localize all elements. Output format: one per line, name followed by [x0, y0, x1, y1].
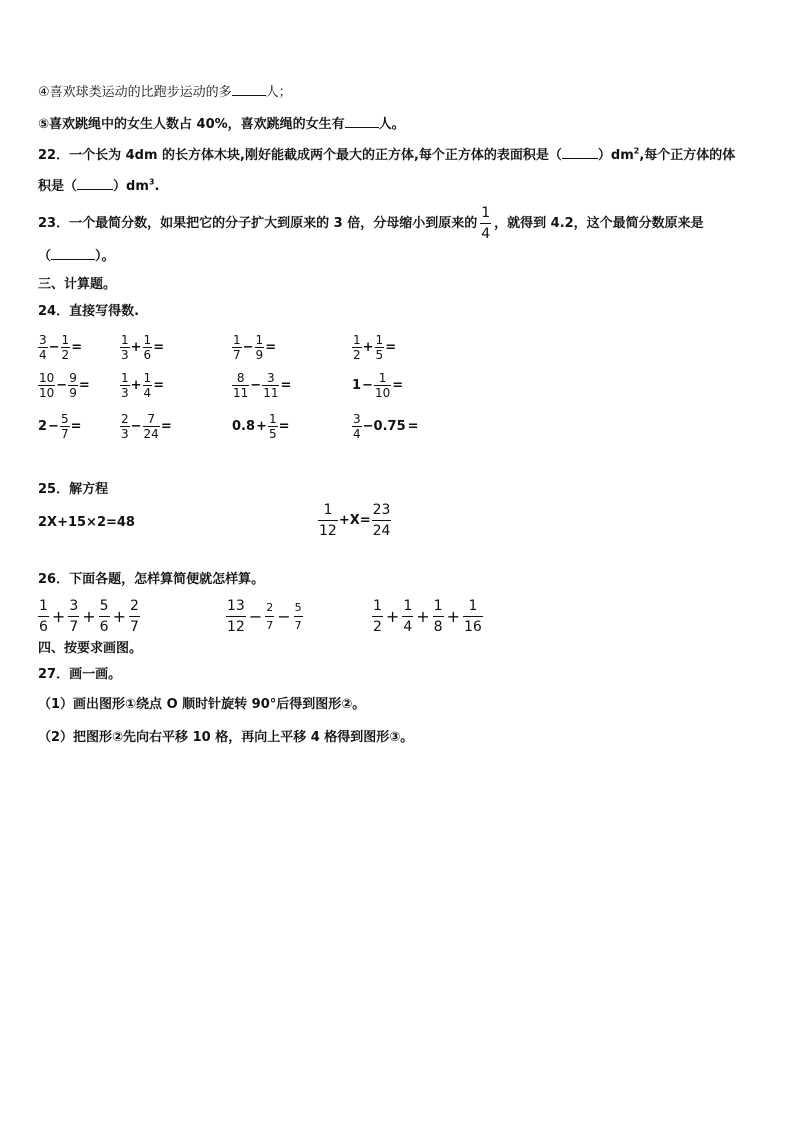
arithmetic-expression [120, 413, 173, 440]
equals-sign: = [392, 378, 404, 393]
operator: − [250, 378, 262, 393]
fraction: $\frac{1}{6}$ [143, 333, 152, 362]
fraction: $\frac{23}{24}$ [372, 502, 391, 539]
q21-item4: ④喜欢球类运动的比跑步运动的多 人； [38, 82, 292, 102]
fraction: $\frac{1}{7}$ [233, 333, 241, 362]
operator: − [248, 607, 263, 626]
arithmetic-expression [352, 334, 397, 361]
q26-expression-1 [38, 599, 140, 634]
arithmetic-expression [352, 413, 420, 440]
operator: − [48, 419, 59, 434]
q21-item5: ⑤喜欢跳绳中的女生人数占 40%，喜欢跳绳的女生有 人。 [38, 114, 405, 134]
question-27-item-2: （2）把图形②先向右平移 10 格，再向上平移 4 格得到图形③。 [38, 730, 414, 745]
fraction: $\frac{1}{9}$ [255, 333, 264, 362]
fraction: $\frac{10}{10}$ [39, 371, 55, 400]
operator: + [82, 607, 96, 626]
fraction: $\frac{2}{3}$ [121, 412, 129, 441]
section-4-heading: 四、按要求画图。 [38, 641, 143, 656]
operator: + [51, 607, 66, 626]
fraction: $\frac{1}{2}$ [373, 598, 382, 635]
arithmetic-expression [352, 372, 404, 399]
operator: − [362, 378, 373, 393]
equals-sign: = [265, 340, 277, 355]
fraction: $\frac{5}{7}$ [60, 412, 69, 441]
arithmetic-expression [120, 372, 165, 399]
equals-sign: = [153, 340, 165, 355]
operator: + [446, 607, 460, 626]
equals-sign: = [280, 378, 292, 393]
question-24-title: 24．直接写得数. [38, 304, 140, 319]
fraction: $\frac{1}{10}$ [374, 371, 391, 400]
question-23-line2: （ ）。 [38, 249, 115, 264]
fraction: $\frac{3}{4}$ [353, 412, 361, 441]
fraction: $\frac{9}{9}$ [69, 371, 77, 400]
equals-sign: = [407, 419, 419, 434]
answer-blank[interactable] [232, 82, 266, 96]
operator: − [242, 340, 254, 355]
answer-blank[interactable] [345, 114, 379, 128]
arithmetic-expression [120, 334, 165, 361]
arithmetic-expression [38, 413, 83, 440]
fraction: $\frac{1}{12}$ [319, 502, 337, 539]
fraction: $\frac{1}{5}$ [375, 333, 384, 362]
fraction: $\frac{3}{11}$ [263, 371, 279, 400]
operator: + [256, 419, 267, 434]
fraction: $\frac{2}{7}$ [129, 598, 139, 635]
question-27-item-1: （1）画出图形①绕点 O 顺时针旋转 90°后得到图形②。 [38, 697, 366, 712]
equals-sign: = [153, 378, 165, 393]
answer-blank[interactable] [77, 177, 113, 196]
equals-sign: = [385, 340, 397, 355]
question-27-title: 27．画一画。 [38, 667, 122, 682]
operator: − [130, 419, 142, 434]
operator: − [48, 340, 60, 355]
arithmetic-expression [232, 372, 292, 399]
fraction: $\frac{1}{5}$ [268, 412, 277, 441]
fraction: $\frac{1}{8}$ [433, 598, 443, 635]
q26-expression-3 [372, 599, 483, 634]
answer-blank[interactable] [51, 247, 95, 266]
fraction: $\frac{5}{7}$ [294, 601, 302, 632]
equals-sign: = [70, 419, 82, 434]
fraction: $\frac{3}{4}$ [39, 333, 47, 362]
equals-sign: = [160, 419, 172, 434]
operator: + [130, 378, 142, 393]
question-22-line2: 积是（ ）$dm^3$. [38, 177, 160, 194]
equation-1: 2X+15×2=48 [38, 515, 135, 530]
question-22-line1: 22．一个长为 4dm 的长方体木块,刚好能截成两个最大的正方体,每个正方体的表面积是（ ）$dm^2$,每个正方体的体 [38, 146, 736, 163]
fraction: $\frac{3}{7}$ [69, 598, 79, 635]
equals-sign: = [278, 419, 290, 434]
section-3-heading: 三、计算题。 [38, 277, 117, 292]
fraction: $\frac{7}{24}$ [143, 412, 159, 441]
equation-2: $\frac{1}{12}$ +X= $\frac{23}{24}$ [319, 502, 391, 539]
operator: + [112, 607, 126, 626]
operator: − [56, 378, 68, 393]
fraction: $\frac{5}{6}$ [99, 598, 109, 635]
arithmetic-expression [232, 334, 277, 361]
fraction: $\frac{1}{4}$ [403, 598, 413, 635]
operator: + [416, 607, 430, 626]
question-23-line1: 23．一个最简分数，如果把它的分子扩大到原来的 3 倍，分母缩小到原来的 $\frac{1}{4}$ ，就得到 4.2，这个最简分数原来是 [38, 205, 704, 242]
arithmetic-expression [232, 413, 290, 440]
whole-number: 0.8 [232, 419, 256, 434]
fraction: $\frac{13}{12}$ [227, 598, 245, 635]
question-26-title: 26．下面各题，怎样算简便就怎样算。 [38, 572, 265, 587]
fraction: $\frac{1}{4}$ [481, 205, 491, 242]
whole-number: 2 [38, 419, 48, 434]
fraction: $\frac{1}{2}$ [353, 333, 361, 362]
operator: −0.75 [362, 419, 406, 434]
answer-blank[interactable] [562, 146, 598, 165]
operator: + [130, 340, 142, 355]
fraction: $\frac{1}{4}$ [143, 371, 152, 400]
arithmetic-expression [38, 334, 83, 361]
fraction: $\frac{1}{3}$ [121, 333, 129, 362]
whole-number: 1 [352, 378, 362, 393]
question-25-title: 25．解方程 [38, 482, 109, 497]
operator: − [277, 607, 291, 626]
operator: + [362, 340, 374, 355]
fraction: $\frac{1}{16}$ [463, 598, 482, 635]
arithmetic-expression [38, 372, 91, 399]
fraction: $\frac{1}{6}$ [39, 598, 48, 635]
fraction: $\frac{1}{3}$ [121, 371, 129, 400]
equals-sign: = [71, 340, 83, 355]
equals-sign: = [78, 378, 90, 393]
operator: + [385, 607, 400, 626]
fraction: $\frac{2}{7}$ [266, 601, 274, 632]
fraction: $\frac{1}{2}$ [61, 333, 70, 362]
fraction: $\frac{8}{11}$ [233, 371, 249, 400]
q26-expression-2 [226, 599, 303, 634]
